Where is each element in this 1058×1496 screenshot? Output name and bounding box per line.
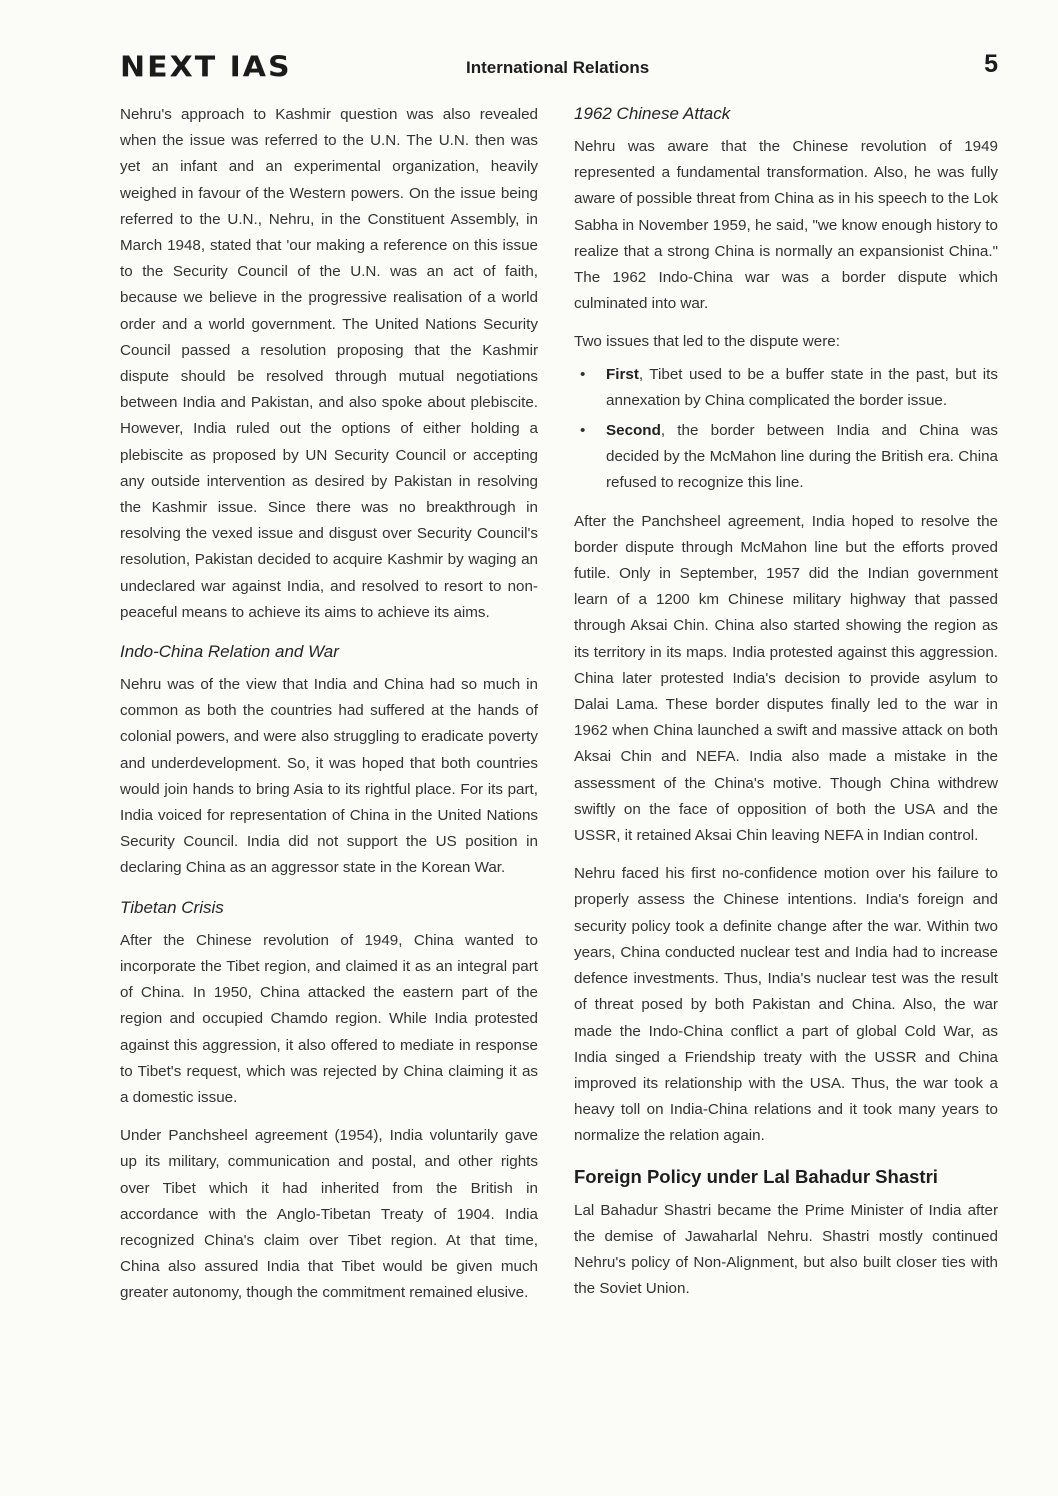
left-column bbox=[120, 102, 538, 1319]
page-number: 5 bbox=[984, 50, 998, 78]
tibet-paragraph-2: Under Panchsheel agreement (1954), India voluntarily gave up its military, communication and postal, and other rights over Tibet which it had inherited from the British in accordance with the Anglo-Tibetan Treaty of 1904. India recognized China's claim over Tibet region. At that time, China also assured India that Tibet would be given much greater autonomy, though the commitment remained elusive. bbox=[120, 1127, 538, 1302]
attack-paragraph-1: Nehru was aware that the Chinese revolution of 1949 represented a fundamental transformation. Also, he was fully aware of possible threat from China as in his speech to the Lok Sabha in November 1959, he said, "we know enough history to realize that a strong China is normally an expansionist China." The 1962 Indo-China war was a border dispute which culminated into war. bbox=[574, 138, 998, 313]
tibet-paragraph-1: After the Chinese revolution of 1949, China wanted to incorporate the Tibet region, and claimed it as an integral part of China. In 1950, China attacked the eastern part of the region and occupied Chamdo region. While India protested against this aggression, it also offered to mediate in response to Tibet's request, which was rejected by China claiming it as a domestic issue. bbox=[120, 931, 538, 1106]
heading-1962-attack: 1962 Chinese Attack bbox=[574, 104, 731, 123]
bullet-text: , the border between India and China was decided by the McMahon line during the British era. China refused to recognize this line. bbox=[606, 422, 998, 492]
heading-indo-china: Indo-China Relation and War bbox=[120, 642, 339, 662]
list-item bbox=[574, 418, 998, 497]
section-title: International Relations bbox=[466, 58, 650, 77]
indo-china-paragraph: Nehru was of the view that India and China had so much in common as both the countries had suffered at the hands of colonial powers, and were also struggling to eradicate poverty and underdevelopment. So, it was hoped that both countries would join hands to bring Asia to its rightful place. For its part, India voiced for representation of China in the United Nations Security Council. India did not support the US position in declaring China as an aggressor state in the Korean War. bbox=[120, 676, 538, 877]
kashmir-paragraph: Nehru's approach to Kashmir question was also revealed when the issue was referred to the U.N. The U.N. then was yet an infant and an experimental organization, heavily weighed in favour of the Western powers. On the issue being referred to the U.N., Nehru, in the Constituent Assembly, in March 1948, stated that 'our making a reference on this issue to the Security Council of the U.N. was an act of faith, because we believe in the progressive realisation of a world order and a world government. The United Nations Security Council passed a resolution proposing that the Kashmir dispute should be resolved through mutual negotiations between India and Pakistan, and also spoke about plebiscite. However, India ruled out the options of either holding a plebiscite as proposed by UN Security Council or accepting any outside intervention as desired by Pakistan in resolving the Kashmir issue. Since there was no breakthrough in resolving the vexed issue and disgust over Security Council's resolution, Pakistan decided to acquire Kashmir by waging an undeclared war against India, and resolved to resort to non-peaceful means to achieve its aims to achieve its aims. bbox=[120, 106, 538, 621]
issues-list bbox=[574, 362, 998, 497]
right-column bbox=[574, 102, 998, 1314]
bullet-lead: First bbox=[606, 365, 639, 383]
next-ias-logo: NEXT IAS bbox=[120, 50, 292, 85]
issues-intro: Two issues that led to the dispute were: bbox=[574, 333, 840, 351]
page-header bbox=[120, 50, 1000, 90]
bullet-icon: • bbox=[580, 365, 586, 383]
bullet-lead: Second bbox=[606, 422, 661, 440]
attack-paragraph-2: After the Panchsheel agreement, India hoped to resolve the border dispute through McMahon line but the efforts proved futile. Only in September, 1957 did the Indian government learn of a 1200 km Chinese military highway that passed through Aksai Chin. China also started showing the region as its territory in its maps. India protested against this aggression. China later protested India's decision to provide asylum to Dalai Lama. These border disputes finally led to the war in 1962 when China launched a swift and massive attack on both Aksai Chin and NEFA. India also made a mistake in the assessment of the China's motive. Though China withdrew swiftly on the face of opposition of both the USA and the USSR, it retained Aksai Chin leaving NEFA in Indian control. bbox=[574, 512, 998, 845]
attack-paragraph-3: Nehru faced his first no-confidence motion over his failure to properly assess the Chinese intentions. India's foreign and security policy took a definite change after the war. Within two years, China conducted nuclear test and India had to increase defence investments. Thus, India's nuclear test was the result of threat posed by both Pakistan and China. Also, the war made the Indo-China conflict a part of global Cold War, as India singed a Friendship treaty with the USSR and China improved its relationship with the USA. Thus, the war took a heavy toll on India-China relations and it took many years to normalize the relation again. bbox=[574, 865, 998, 1145]
heading-tibetan-crisis: Tibetan Crisis bbox=[120, 897, 224, 917]
bullet-text: , Tibet used to be a buffer state in the past, but its annexation by China complicated the border issue. bbox=[606, 365, 998, 409]
shastri-paragraph: Lal Bahadur Shastri became the Prime Minister of India after the demise of Jawaharlal Nehru. Shastri mostly continued Nehru's policy of Non-Alignment, but also built closer ties with the Soviet Union. bbox=[574, 1201, 998, 1298]
bullet-icon: • bbox=[580, 422, 586, 440]
list-item bbox=[574, 362, 998, 414]
heading-shastri: Foreign Policy under Lal Bahadur Shastri bbox=[574, 1165, 938, 1187]
